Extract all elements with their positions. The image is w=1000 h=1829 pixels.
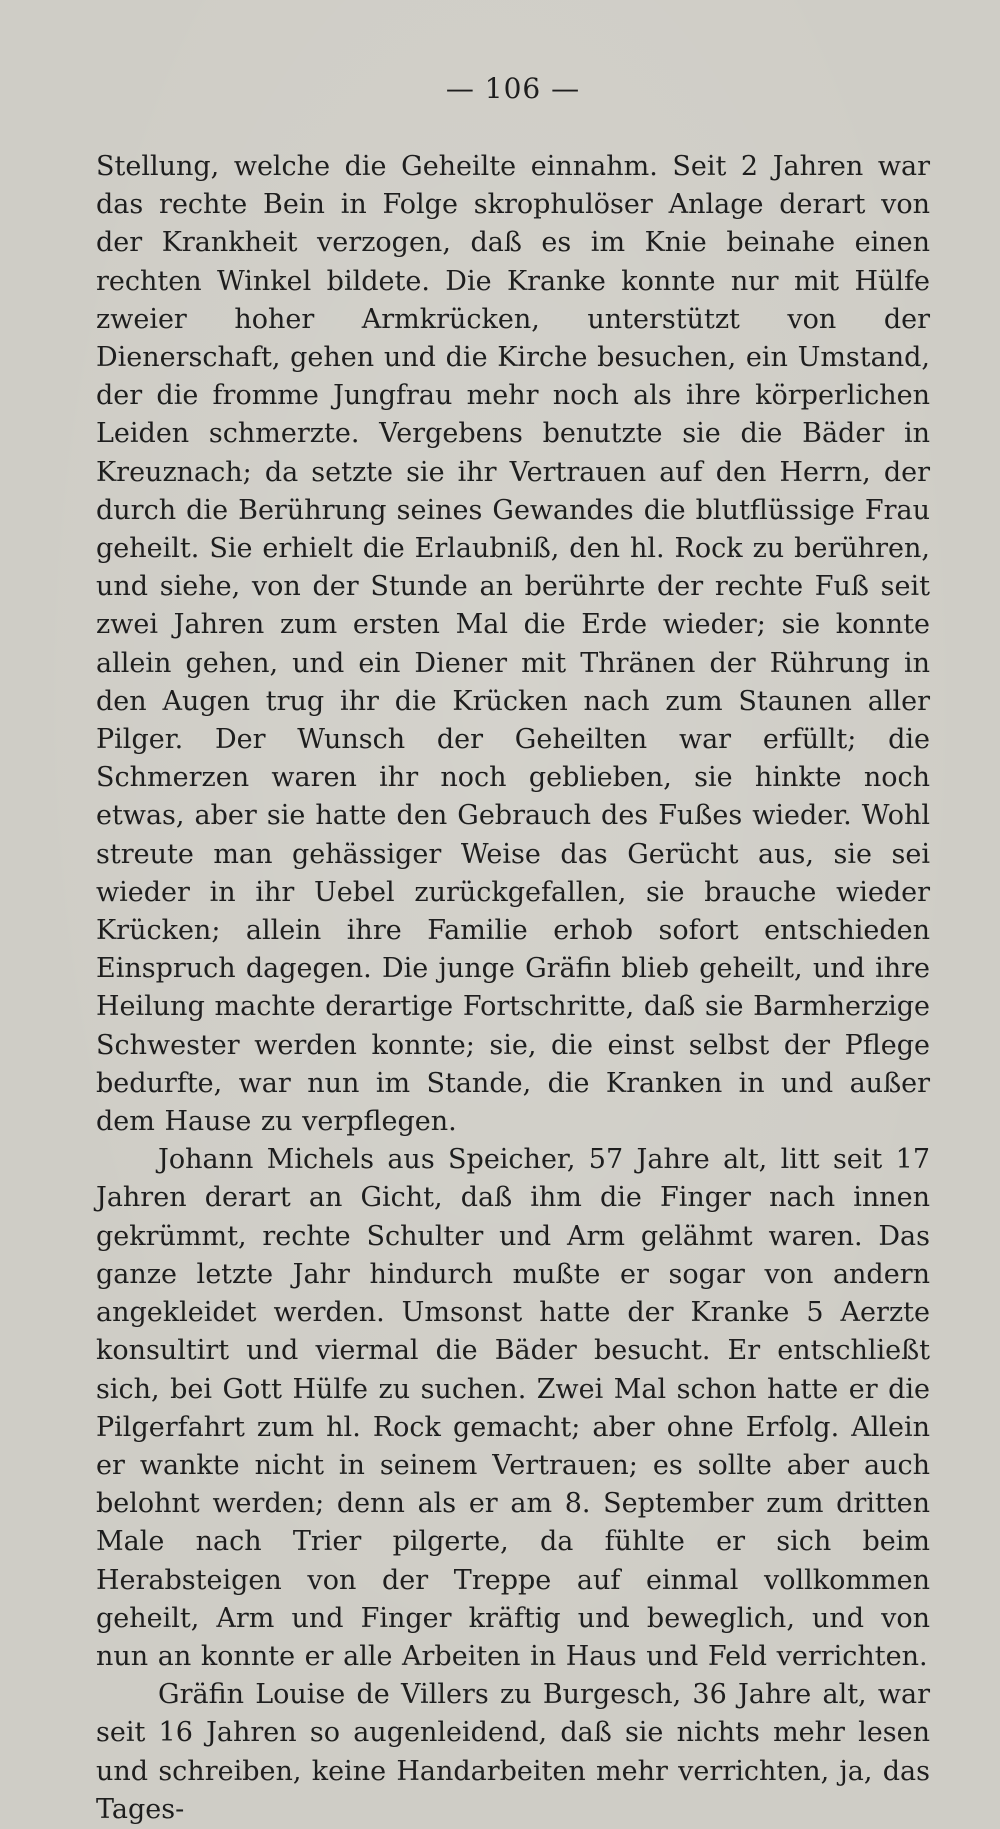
page-number: — 106 —: [445, 72, 581, 105]
paragraph-3: Gräfin Louise de Villers zu Burgesch, 36 Jahre alt, war seit 16 Jahren so augenleidend, daß sie nichts mehr lesen und schreiben, keine Handarbeiten mehr verrichten, ja, das Tages-: [96, 1679, 930, 1825]
paragraph-2: Johann Michels aus Speicher, 57 Jahre alt, litt seit 17 Jahren derart an Gicht, daß ihm die Finger nach innen gekrümmt, rechte Schulter und Arm gelähmt waren. Das ganze letzte Jahr hindurch mußte er sogar von andern angekleidet werden. Umsonst hatte der Kranke 5 Aerzte konsultirt und viermal die Bäder besucht. Er entschließt sich, bei Gott Hülfe zu suchen. Zwei Mal schon hatte er die Pilgerfahrt zum hl. Rock gemacht; aber ohne Erfolg. Allein er wankte nicht in seinem Vertrauen; es sollte aber auch belohnt werden; denn als er am 8. September zum dritten Male nach Trier pilgerte, da fühlte er sich beim Herabsteigen von der Treppe auf einmal vollkommen geheilt, Arm und Finger kräftig und beweglich, und von nun an konnte er alle Arbeiten in Haus und Feld verrichten.: [96, 1144, 930, 1672]
paragraph-1: Stellung, welche die Geheilte einnahm. Seit 2 Jahren war das rechte Bein in Folge skrophulöser Anlage derart von der Krankheit verzogen, daß es im Knie beinahe einen rechten Winkel bildete. Die Kranke konnte nur mit Hülfe zweier hoher Armkrücken, unterstützt von der Dienerschaft, gehen und die Kirche besuchen, ein Umstand, der die fromme Jungfrau mehr noch als ihre körperlichen Leiden schmerzte. Vergebens benutzte sie die Bäder in Kreuznach; da setzte sie ihr Vertrauen auf den Herrn, der durch die Berührung seines Gewandes die blutflüssige Frau geheilt. Sie erhielt die Erlaubniß, den hl. Rock zu berühren, und siehe, von der Stunde an berührte der rechte Fuß seit zwei Jahren zum ersten Mal die Erde wieder; sie konnte allein gehen, und ein Diener mit Thränen der Rührung in den Augen trug ihr die Krücken nach zum Staunen aller Pilger. Der Wunsch der Geheilten war erfüllt; die Schmerzen waren ihr noch geblieben, sie hinkte noch etwas, aber sie hatte den Gebrauch des Fußes wieder. Wohl streute man gehässiger Weise das Gerücht aus, sie sei wieder in ihr Uebel zurückgefallen, sie brauche wieder Krücken; allein ihre Familie erhob sofort entschieden Einspruch dagegen. Die junge Gräfin blieb geheilt, und ihre Heilung machte derartige Fortschritte, daß sie Barmherzige Schwester werden konnte; sie, die einst selbst der Pflege bedurfte, war nun im Stande, die Kranken in und außer dem Hause zu verpflegen.: [96, 151, 930, 1138]
